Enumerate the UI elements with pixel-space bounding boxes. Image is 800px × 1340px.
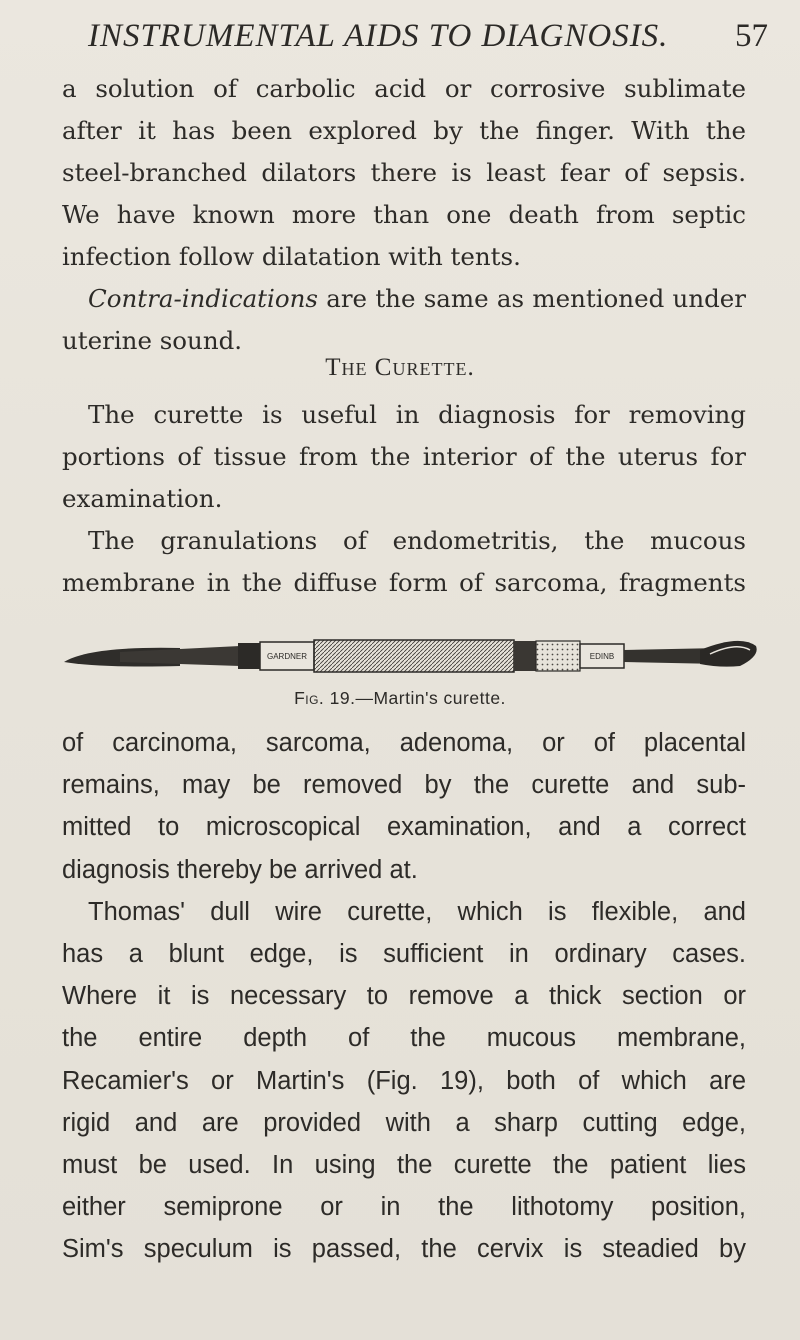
text-line: of carcinoma, sarcoma, adenoma, or of placental [62, 729, 746, 757]
text-line: The granulations of endometritis, the mucous [88, 526, 746, 555]
text-line: The curette is useful in diagnosis for removing [88, 400, 746, 429]
text-line: must be used. In using the curette the patient lies [62, 1151, 746, 1180]
contra-rest: are the same as mentioned under [317, 284, 746, 313]
text-line: portions of tissue from the interior of the uterus for [62, 442, 746, 471]
curette-loop-tip [700, 641, 757, 667]
text-block-middle [62, 394, 746, 604]
text-line: We have known more than one death from septic [62, 200, 746, 229]
running-head [88, 18, 768, 58]
text-line: either semiprone or in the lithotomy position, [62, 1193, 746, 1222]
curette-illustration [60, 632, 760, 682]
text-line: has a blunt edge, is sufficient in ordinary cases. [62, 940, 746, 969]
contra-term: Contra-indications [88, 284, 318, 313]
text-line: Sim's speculum is passed, the cervix is steadied by [62, 1235, 746, 1264]
text-line: the entire depth of the mucous membrane, [62, 1024, 746, 1053]
text-line: Recamier's or Martin's (Fig. 19), both of which are [62, 1066, 746, 1095]
text-line: membrane in the diffuse form of sarcoma, fragments [62, 568, 746, 597]
running-title: INSTRUMENTAL AIDS TO DIAGNOSIS. [88, 18, 669, 54]
figure-label: Fig. 19. [294, 688, 356, 708]
text-line: remains, may be removed by the curette and sub- [62, 771, 746, 800]
contra-line [62, 278, 746, 320]
curette-figure [60, 632, 760, 682]
text-line: infection follow dilatation with tents. [62, 242, 521, 271]
section-heading: The Curette. [325, 354, 475, 381]
text-line: a solution of carbolic acid or corrosive sublimate [62, 74, 746, 103]
page-number: 57 [735, 18, 768, 54]
engraving-left: GARDNER [266, 652, 308, 661]
text-line: Where it is necessary to remove a thick section or [62, 982, 746, 1011]
text-line: rigid and are provided with a sharp cutting edge, [62, 1108, 746, 1137]
text-line: examination. [62, 484, 223, 513]
figure-caption [0, 688, 800, 709]
text-line: Thomas' dull wire curette, which is flexible, and [88, 897, 746, 926]
engraving-right: EDINB [589, 652, 615, 661]
text-line: uterine sound. [62, 326, 243, 355]
figure-caption-text: —Martin's curette. [355, 688, 506, 708]
text-line: mitted to microscopical examination, and a correct [62, 813, 746, 842]
text-block-top [62, 68, 746, 362]
curette-handle [314, 640, 514, 672]
text-line: after it has been explored by the finger. With the [62, 116, 746, 145]
text-line: steel-branched dilators there is least fear of sepsis. [62, 158, 746, 187]
text-block-bottom [62, 722, 746, 1271]
text-line: diagnosis thereby be arrived at. [62, 855, 418, 884]
